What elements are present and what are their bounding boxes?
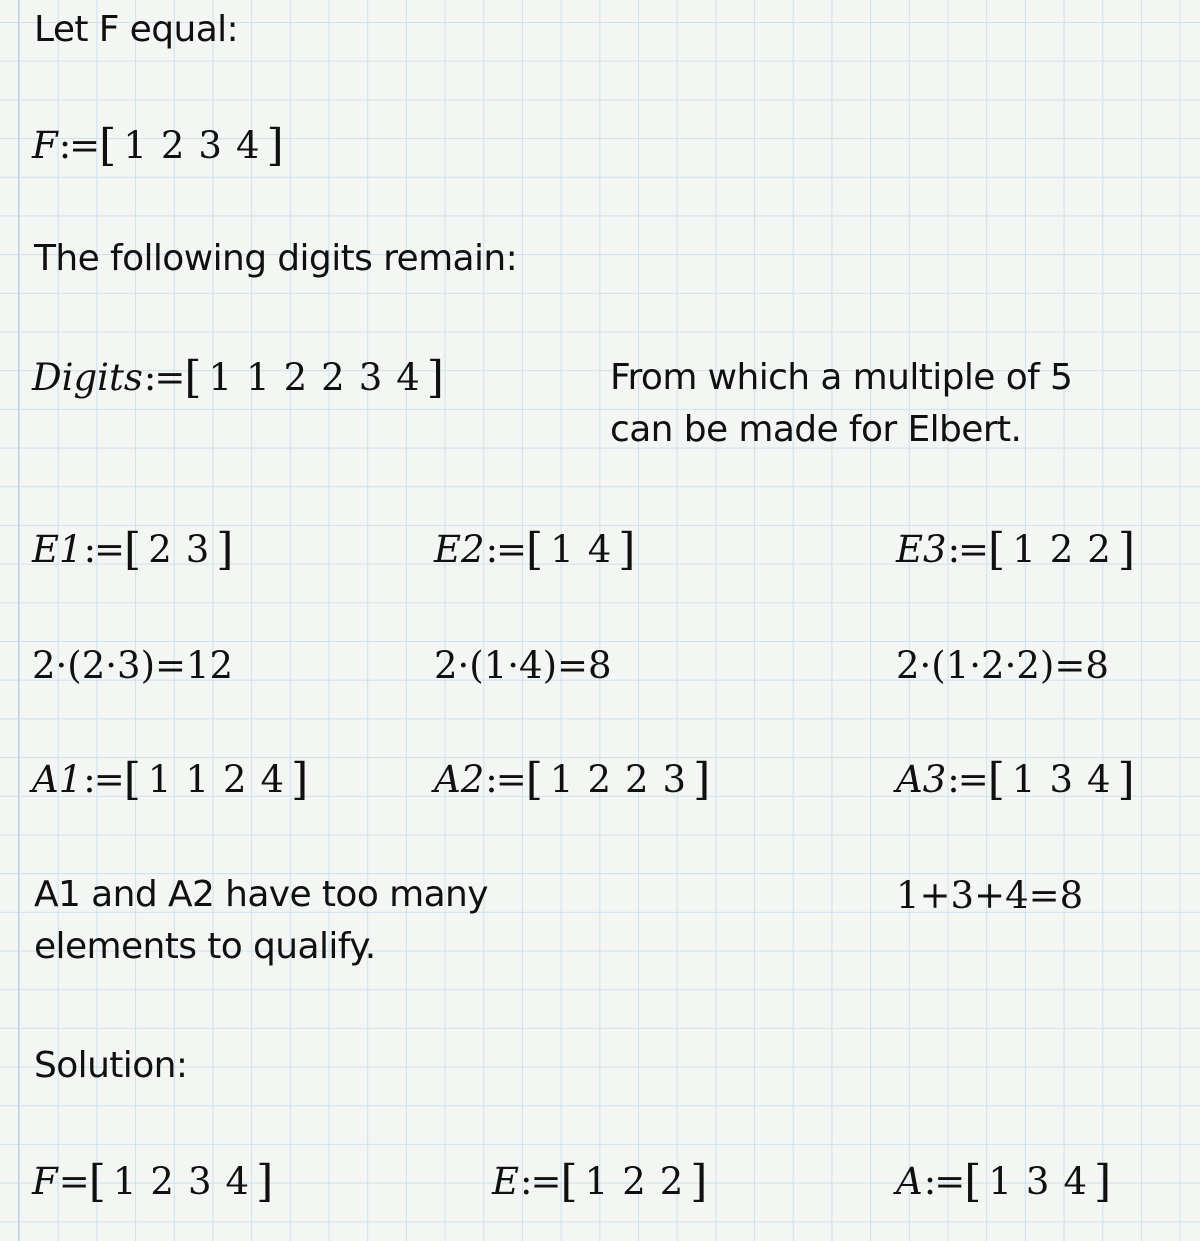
vector-element: 1 xyxy=(123,124,147,167)
vector-element: 4 xyxy=(225,1160,250,1203)
var-name: A2 xyxy=(434,758,485,801)
assign-operator: := xyxy=(923,1160,964,1203)
assign-operator: := xyxy=(83,758,123,801)
math-a2-definition[interactable] xyxy=(434,754,710,806)
vector-element: 2 xyxy=(223,758,247,801)
vector-element: 3 xyxy=(185,528,210,571)
text-following-digits: The following digits remain: xyxy=(34,238,518,279)
left-bracket: [ xyxy=(99,120,117,171)
vector-element: 2 xyxy=(148,528,172,571)
vector-element: 1 xyxy=(112,1160,137,1203)
vector-element: 4 xyxy=(235,124,260,167)
left-bracket: [ xyxy=(560,1156,578,1207)
vector-element: 1 xyxy=(246,356,270,399)
text-line: From which a multiple of 5 xyxy=(610,357,1073,398)
var-name: E2 xyxy=(434,528,485,571)
left-bracket: [ xyxy=(987,754,1005,805)
vector-element: 1 xyxy=(1011,758,1036,801)
text-solution: Solution: xyxy=(34,1045,188,1086)
vector-element: 3 xyxy=(662,758,687,801)
math-sum-a3[interactable]: 1+3+4=8 xyxy=(896,874,1084,917)
var-name: Digits xyxy=(32,356,143,399)
text-line: can be made for Elbert. xyxy=(610,409,1022,450)
vector-element: 4 xyxy=(260,758,285,801)
vector-element: 2 xyxy=(160,124,185,167)
vector-element: 3 xyxy=(187,1160,212,1203)
assign-operator: := xyxy=(485,758,525,801)
math-f-definition[interactable] xyxy=(32,120,284,172)
vector-element: 2 xyxy=(625,758,649,801)
assign-operator: := xyxy=(520,1160,560,1203)
left-bracket: [ xyxy=(525,754,543,805)
right-bracket: ] xyxy=(426,352,444,403)
text-let-f-equal: Let F equal: xyxy=(34,9,239,50)
vector-element: 1 xyxy=(988,1160,1012,1203)
vector-element: 2 xyxy=(321,356,345,399)
left-bracket: [ xyxy=(526,524,544,575)
vector-element: 4 xyxy=(1063,1160,1088,1203)
math-product-e3[interactable]: 2·(1·2·2)=8 xyxy=(896,644,1109,687)
right-bracket: ] xyxy=(1094,1156,1112,1207)
var-name: A1 xyxy=(32,758,83,801)
page-margin-line xyxy=(18,0,19,1241)
vector-element: 1 xyxy=(185,758,209,801)
math-e3-definition[interactable] xyxy=(896,524,1135,576)
vector-element: 1 xyxy=(549,758,574,801)
var-name: E3 xyxy=(896,528,947,571)
assign-operator: := xyxy=(947,528,988,571)
vector-element: 1 xyxy=(208,356,233,399)
vector-element: 2 xyxy=(1087,528,1111,571)
right-bracket: ] xyxy=(216,524,234,575)
var-name: F xyxy=(32,1160,58,1203)
var-name: F xyxy=(32,124,58,167)
text-too-many-elements xyxy=(34,869,488,973)
vector-element: 4 xyxy=(396,356,420,399)
vector-element: 2 xyxy=(150,1160,174,1203)
math-a1-definition[interactable] xyxy=(32,754,308,806)
vector-element: 4 xyxy=(587,528,612,571)
assign-operator: := xyxy=(485,528,526,571)
vector-element: 3 xyxy=(1049,758,1073,801)
vector-element: 3 xyxy=(358,356,383,399)
math-f-result[interactable] xyxy=(32,1156,273,1208)
assign-operator: := xyxy=(58,124,99,167)
var-name: E xyxy=(492,1160,520,1203)
vector-element: 2 xyxy=(587,758,611,801)
right-bracket: ] xyxy=(690,1156,708,1207)
text-line: elements to qualify. xyxy=(34,926,376,967)
eval-operator: = xyxy=(58,1160,88,1203)
vector-element: 1 xyxy=(147,758,172,801)
math-e-solution[interactable] xyxy=(492,1156,707,1208)
assign-operator: := xyxy=(143,356,184,399)
vector-element: 2 xyxy=(659,1160,684,1203)
text-multiple-of-five xyxy=(610,352,1072,456)
right-bracket: ] xyxy=(1117,754,1135,805)
vector-element: 1 xyxy=(1012,528,1036,571)
right-bracket: ] xyxy=(693,754,711,805)
math-product-e1[interactable]: 2·(2·3)=12 xyxy=(32,644,234,687)
text-line: A1 and A2 have too many xyxy=(34,874,488,915)
assign-operator: := xyxy=(947,758,987,801)
left-bracket: [ xyxy=(964,1156,982,1207)
right-bracket: ] xyxy=(1117,524,1136,575)
math-e2-definition[interactable] xyxy=(434,524,635,576)
right-bracket: ] xyxy=(256,1156,274,1207)
left-bracket: [ xyxy=(123,754,141,805)
vector-element: 4 xyxy=(1087,758,1111,801)
left-bracket: [ xyxy=(88,1156,106,1207)
right-bracket: ] xyxy=(618,524,636,575)
vector-element: 3 xyxy=(198,124,222,167)
left-bracket: [ xyxy=(988,524,1006,575)
left-bracket: [ xyxy=(184,352,202,403)
vector-element: 2 xyxy=(622,1160,646,1203)
math-a3-definition[interactable] xyxy=(896,754,1135,806)
math-a-solution[interactable] xyxy=(896,1156,1111,1208)
vector-element: 1 xyxy=(550,528,574,571)
math-product-e2[interactable]: 2·(1·4)=8 xyxy=(434,644,612,687)
right-bracket: ] xyxy=(266,120,284,171)
var-name: E1 xyxy=(32,528,83,571)
vector-element: 3 xyxy=(1025,1160,1050,1203)
assign-operator: := xyxy=(83,528,124,571)
vector-element: 1 xyxy=(584,1160,609,1203)
right-bracket: ] xyxy=(291,754,309,805)
math-digits-definition[interactable] xyxy=(32,352,444,404)
vector-element: 2 xyxy=(1049,528,1074,571)
var-name: A xyxy=(896,1160,923,1203)
left-bracket: [ xyxy=(124,524,142,575)
math-e1-definition[interactable] xyxy=(32,524,233,576)
var-name: A3 xyxy=(896,758,947,801)
vector-element: 2 xyxy=(283,356,308,399)
